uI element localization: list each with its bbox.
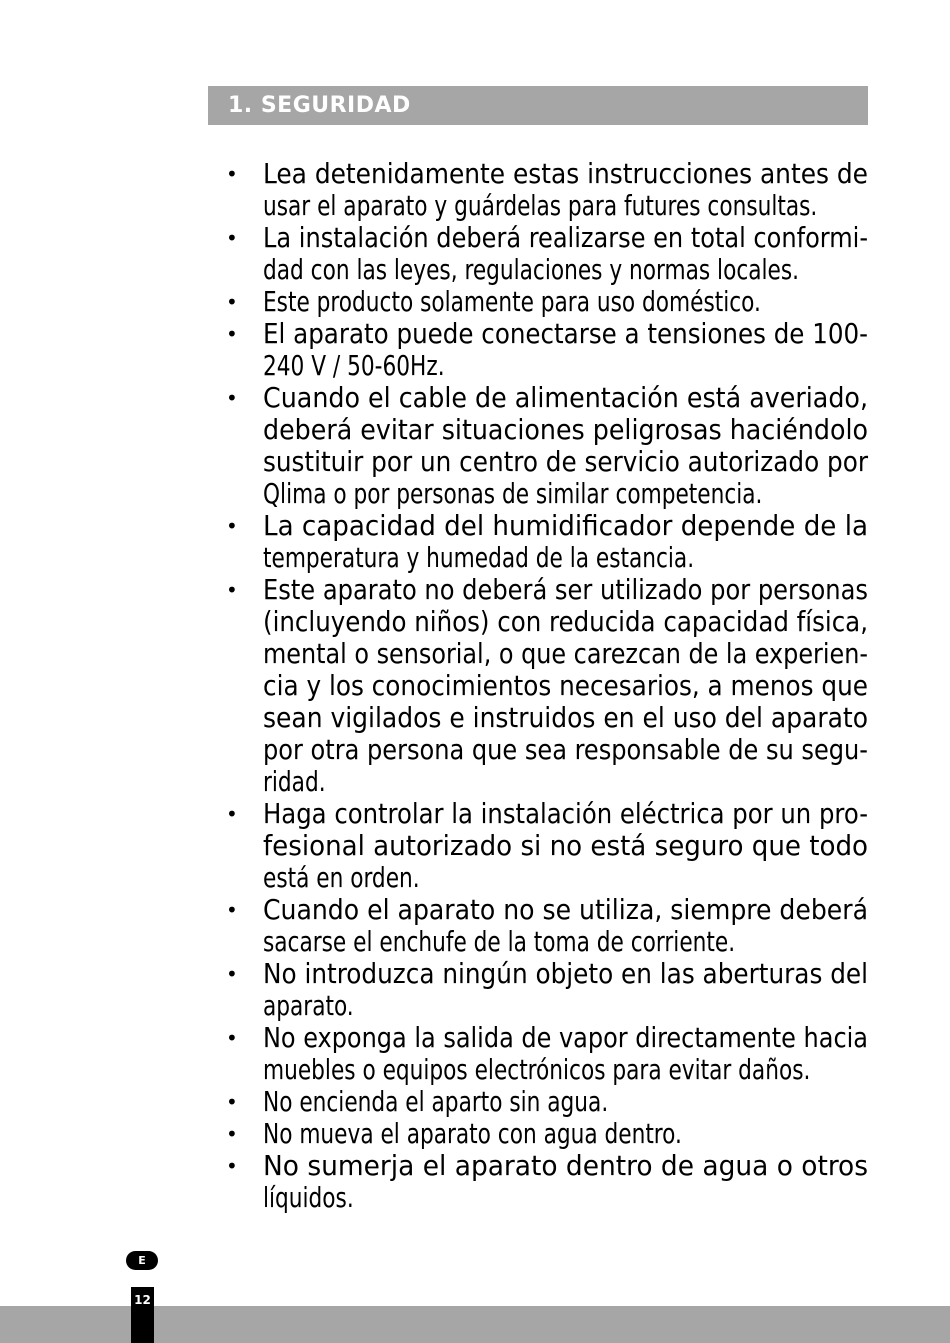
safety-instruction-item (0, 286, 868, 318)
safety-instruction-item (0, 958, 868, 1022)
instruction-line: ridad. (263, 765, 326, 798)
instruction-line: temperatura y humedad de la estancia. (263, 541, 695, 574)
instruction-line-row (0, 574, 868, 606)
instruction-line-row (0, 414, 868, 446)
instruction-line: 240 V / 50-60Hz. (263, 349, 445, 382)
instruction-line: No mueva el aparato con agua dentro. (263, 1117, 682, 1150)
bullet-icon: • (226, 962, 238, 986)
instruction-line-row (0, 798, 868, 830)
instruction-line: Este aparato no deberá ser utilizado por personas (263, 573, 868, 606)
instruction-line: (incluyendo niños) con reducida capacidad física, (263, 605, 868, 638)
bullet-icon: • (226, 386, 238, 410)
bullet-icon: • (226, 1122, 238, 1146)
instruction-line: muebles o equipos electrónicos para evitar daños. (263, 1053, 811, 1086)
instruction-line-row (0, 830, 868, 862)
bullet-icon: • (226, 322, 238, 346)
bullet-icon: • (226, 898, 238, 922)
instruction-line: usar el aparato y guárdelas para futures consultas. (263, 189, 818, 222)
safety-instruction-item (0, 1150, 868, 1214)
instruction-line-row (0, 606, 868, 638)
language-badge: E (126, 1251, 158, 1270)
instruction-line: sean vigilados e instruidos en el uso del aparato (263, 701, 868, 734)
instruction-line: Este producto solamente para uso doméstico. (263, 285, 761, 318)
instruction-line: No sumerja el aparato dentro de agua o otros (263, 1149, 869, 1182)
page-number-box (131, 1287, 154, 1343)
instruction-line-row (0, 894, 868, 926)
instruction-line: está en orden. (263, 861, 420, 894)
instruction-line-row (0, 446, 868, 478)
instruction-line-row (0, 926, 868, 958)
instruction-line: sacarse el enchufe de la toma de corriente. (263, 925, 736, 958)
safety-instruction-item (0, 382, 868, 510)
instruction-line-row (0, 190, 868, 222)
instruction-line: cia y los conocimientos necesarios, a menos que (263, 669, 868, 702)
bullet-icon: • (226, 162, 238, 186)
instruction-line-row (0, 254, 868, 286)
instruction-line: sustituir por un centro de servicio autorizado por (263, 445, 868, 478)
bullet-icon: • (226, 514, 238, 538)
page-number: 12 (134, 1293, 151, 1307)
instruction-line-row (0, 1054, 868, 1086)
safety-instruction-item (0, 798, 868, 894)
instruction-line-row (0, 318, 868, 350)
instruction-line-row (0, 702, 868, 734)
bullet-icon: • (226, 578, 238, 602)
section-header (208, 86, 868, 125)
instruction-line-row (0, 766, 868, 798)
instruction-line-row (0, 638, 868, 670)
instruction-line: Qlima o por personas de similar competencia. (263, 477, 763, 510)
instruction-line-row (0, 1118, 868, 1150)
instruction-line: No encienda el aparto sin agua. (263, 1085, 609, 1118)
instruction-line-row (0, 1150, 868, 1182)
instruction-line: Cuando el aparato no se utiliza, siempre deberá (263, 893, 868, 926)
safety-instruction-item (0, 158, 868, 222)
instruction-line: deberá evitar situaciones peligrosas haciéndolo (263, 413, 868, 446)
instruction-line: No introduzca ningún objeto en las aberturas del (263, 957, 868, 990)
instruction-line: El aparato puede conectarse a tensiones de 100- (263, 317, 868, 350)
instruction-line: por otra persona que sea responsable de su segu- (263, 733, 868, 766)
instruction-line-row (0, 1022, 868, 1054)
safety-instruction-item (0, 1118, 868, 1150)
bullet-icon: • (226, 1026, 238, 1050)
instruction-line-row (0, 1182, 868, 1214)
instruction-line-row (0, 478, 868, 510)
instruction-line: No exponga la salida de vapor directamente hacia (263, 1021, 868, 1054)
bullet-icon: • (226, 802, 238, 826)
safety-instruction-item (0, 574, 868, 798)
instruction-line: fesional autorizado si no está seguro que todo (263, 829, 868, 862)
instruction-line-row (0, 958, 868, 990)
instruction-line: Cuando el cable de alimentación está averiado, (263, 381, 868, 414)
instruction-line-row (0, 1086, 868, 1118)
safety-instruction-item (0, 1086, 868, 1118)
instruction-line-row (0, 350, 868, 382)
instruction-line-row (0, 158, 868, 190)
bullet-icon: • (226, 1154, 238, 1178)
bullet-icon: • (226, 1090, 238, 1114)
instruction-line-row (0, 382, 868, 414)
instruction-line-row (0, 734, 868, 766)
safety-instruction-item (0, 222, 868, 286)
instruction-line-row (0, 510, 868, 542)
instruction-line: dad con las leyes, regulaciones y normas locales. (263, 253, 800, 286)
instruction-line: Haga controlar la instalación eléctrica por un pro- (263, 797, 868, 830)
instruction-line: La capacidad del humidificador depende de la (263, 509, 868, 542)
safety-instruction-item (0, 510, 868, 574)
instruction-line-row (0, 222, 868, 254)
instruction-line-row (0, 542, 868, 574)
safety-instruction-item (0, 894, 868, 958)
instruction-line-row (0, 670, 868, 702)
instruction-line-row (0, 990, 868, 1022)
safety-instructions-list (0, 158, 868, 1214)
instruction-line: aparato. (263, 989, 354, 1022)
instruction-line: líquidos. (263, 1181, 354, 1214)
safety-instruction-item (0, 1022, 868, 1086)
bullet-icon: • (226, 226, 238, 250)
instruction-line: mental o sensorial, o que carezcan de la experien- (263, 637, 868, 670)
safety-instruction-item (0, 318, 868, 382)
bullet-icon: • (226, 290, 238, 314)
instruction-line: La instalación deberá realizarse en total conformi- (263, 221, 868, 254)
instruction-line: Lea detenidamente estas instrucciones antes de (263, 157, 868, 190)
instruction-line-row (0, 862, 868, 894)
section-title: 1. SEGURIDAD (228, 93, 411, 118)
instruction-line-row (0, 286, 868, 318)
